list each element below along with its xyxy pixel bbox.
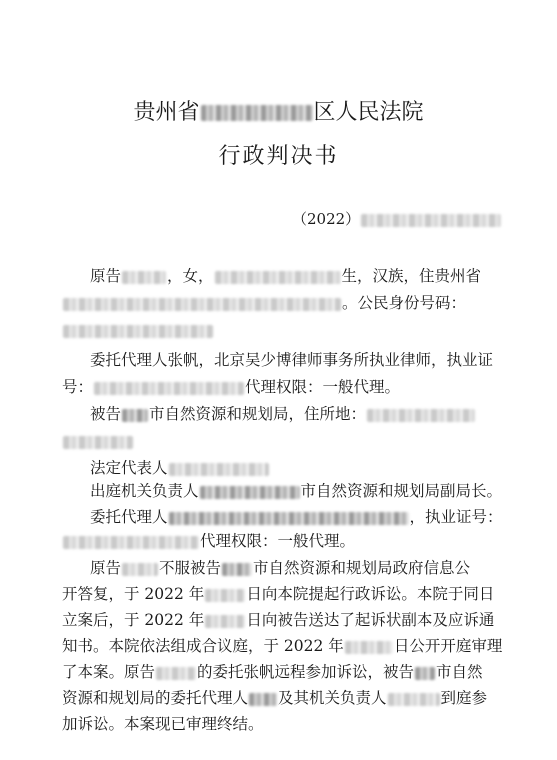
text: 市自然资源和规划局副局长。 — [300, 482, 503, 500]
text: 市自然 — [436, 663, 483, 681]
text: 开答复，于 2022 年 — [62, 585, 205, 603]
document-type: 行政判决书 — [218, 144, 339, 169]
agent-line-1: 委托代理人张帆，北京吴少博律师事务所执业律师，执业证 — [90, 351, 494, 369]
redacted-defendant-address — [367, 409, 475, 422]
text: 生，汉族，住贵州省 — [341, 267, 482, 285]
redacted-plaintiff — [156, 667, 196, 680]
text: 及其机关负责人 — [278, 689, 387, 707]
redacted-defendant-license — [63, 536, 199, 549]
court-suffix: 区人民法院 — [313, 100, 424, 125]
defendant-agent-line-2 — [62, 531, 522, 551]
redacted-plaintiff — [122, 563, 158, 576]
text: 原告 — [90, 559, 122, 577]
text: 资源和规划局的委托代理人 — [62, 689, 249, 707]
text: 市自然资源和规划局政府信息公 — [253, 559, 471, 577]
procedure-line-1 — [90, 558, 522, 578]
redacted-region — [201, 105, 313, 121]
text: 代理权限：一般代理。 — [245, 378, 401, 396]
redacted-license-number — [94, 382, 244, 395]
plaintiff-line-3 — [62, 320, 522, 340]
procedure-line-7: 加诉讼。本案现已审理终结。 — [62, 715, 264, 733]
court-name — [0, 98, 557, 128]
text: 被告 — [90, 405, 122, 423]
court-prefix: 贵州省 — [133, 100, 200, 125]
defendant-line-1 — [90, 404, 522, 424]
text: 日向本院提起行政诉讼。本院于同日 — [246, 585, 495, 603]
text: 号： — [62, 378, 94, 396]
redacted-defendant-agent — [169, 512, 409, 525]
text: 知书。本院依法组成合议庭，于 2022 年 — [62, 637, 344, 655]
legal-rep-line — [90, 458, 522, 478]
procedure-line-3 — [62, 610, 522, 630]
redacted-plaintiff-name — [122, 271, 166, 284]
redacted-legal-rep — [169, 463, 269, 476]
redacted-date — [205, 615, 245, 628]
redacted-date — [345, 641, 393, 654]
defendant-agent-line-1 — [90, 507, 522, 527]
text: ，女， — [167, 267, 214, 285]
text: 不服被告 — [159, 559, 222, 577]
case-number — [292, 209, 502, 229]
text: 出庭机关负责人 — [90, 482, 199, 500]
procedure-line-4 — [62, 636, 522, 656]
text: 委托代理人 — [90, 508, 168, 526]
plaintiff-line-2 — [62, 293, 522, 313]
text: 日向被告送达了起诉状副本及应诉通 — [246, 611, 495, 629]
agent-line-2 — [62, 377, 522, 397]
text: 。公民身份号码： — [342, 294, 467, 312]
text: 法定代表人 — [90, 459, 168, 477]
redacted-case-number — [361, 214, 501, 227]
procedure-line-5 — [62, 662, 522, 682]
text: 代理权限：一般代理。 — [200, 532, 356, 550]
text: 市自然资源和规划局，住所地： — [149, 405, 367, 423]
redacted-official — [388, 693, 440, 706]
official-line — [90, 481, 522, 501]
defendant-line-2 — [62, 431, 522, 451]
redacted-birthdate — [215, 271, 341, 284]
text: ，执业证号： — [409, 508, 503, 526]
text: 了本案。原告 — [62, 663, 156, 681]
redacted-defendant-address-cont — [63, 436, 133, 449]
redacted-city — [222, 563, 252, 576]
redacted-date — [205, 589, 245, 602]
redacted-agent — [249, 693, 277, 706]
text: 的委托张帆远程参加诉讼，被告 — [197, 663, 415, 681]
text: 原告 — [90, 267, 122, 285]
redacted-official-name — [200, 486, 300, 499]
procedure-line-6 — [62, 688, 522, 708]
redacted-id-number — [63, 325, 213, 338]
case-number-year: （2022） — [292, 210, 361, 228]
plaintiff-line-1 — [90, 266, 522, 286]
text: 到庭参 — [440, 689, 488, 707]
text: 立案后，于 2022 年 — [62, 611, 205, 629]
redacted-address — [63, 298, 341, 311]
redacted-city — [122, 409, 148, 422]
procedure-line-2 — [62, 584, 522, 604]
redacted-city — [415, 667, 435, 680]
text: 日公开开庭审理 — [393, 637, 503, 655]
